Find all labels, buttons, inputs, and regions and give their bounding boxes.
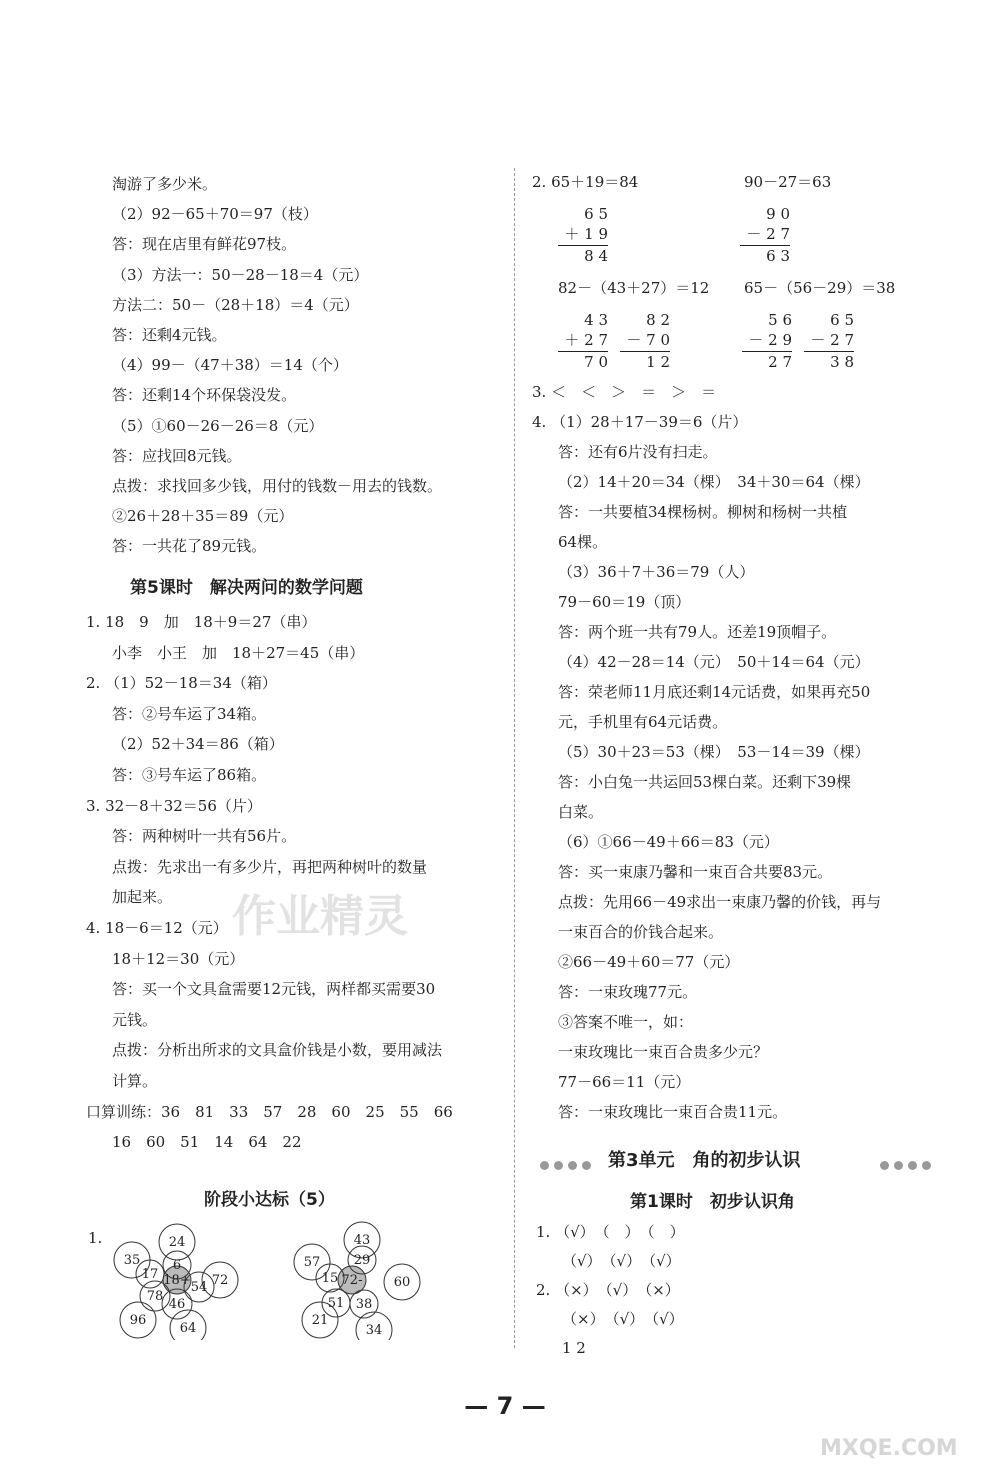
text-line: （6）①66－49＋66＝83（元）: [558, 833, 779, 851]
text-line: 77－66＝11（元）: [558, 1073, 691, 1091]
flower2-petal: 15: [321, 1271, 339, 1286]
text-line: （5）①60－26－26＝8（元）: [112, 416, 324, 435]
text-line: 方法二：50－（28＋18）＝4（元）: [112, 295, 359, 314]
text-line: 答：两种树叶一共有56片。: [112, 827, 297, 846]
text-line: 2. （×） （√） （×）: [536, 1281, 680, 1299]
text-line: （×） （√） （√）: [562, 1310, 684, 1328]
stage-title: 阶段小达标（5）: [204, 1190, 335, 1210]
watermark: 作业精灵: [232, 891, 408, 942]
corner-logo: MXQE.COM: [820, 1436, 958, 1461]
text-line: 3. ＜ ＜ ＞ ＝ ＞ ＝: [532, 383, 717, 401]
flower2-outer: 57: [303, 1255, 321, 1270]
q2-equation-a: 2. 65＋19＝84: [532, 173, 639, 191]
text-line: （4）99－（47＋38）＝14（个）: [112, 356, 348, 375]
text-line: 答：一共要植34棵杨树。柳树和杨树一共植: [558, 503, 848, 521]
text-line: 答：小白兔一共运回53棵白菜。还剩下39棵: [558, 773, 852, 791]
vertical-calc-4: 8 2 － 7 0 1 2: [620, 310, 670, 372]
flower1-petal: 54: [190, 1280, 208, 1295]
text-line: ②66－49＋60＝77（元）: [558, 953, 740, 971]
text-line: 口算训练：36 81 33 57 28 60 25 55 66: [86, 1102, 453, 1121]
flower1-petal: 46: [168, 1297, 186, 1312]
text-line: 答：荣老师11月底还剩14元话费，如果再充50: [558, 683, 871, 701]
text-line: 答：买一束康乃馨和一束百合共要83元。: [558, 863, 833, 881]
text-line: ②26＋28＋35＝89（元）: [112, 507, 294, 526]
text-line: （2）14＋20＝34（棵） 34＋30＝64（棵）: [558, 473, 870, 491]
flower1-petal: 17: [141, 1267, 159, 1282]
text-line: （√） （√） （√）: [562, 1252, 681, 1270]
decorative-dots-icon: [880, 1154, 950, 1164]
flower2-outer: 34: [365, 1323, 383, 1338]
text-line: 元，手机里有64元话费。: [558, 713, 728, 731]
text-line: 18＋12＝30（元）: [112, 949, 245, 968]
vertical-calc-3: 4 3 ＋ 2 7 7 0: [558, 310, 608, 372]
text-line: 一束玫瑰比一束百合贵多少元？: [558, 1043, 769, 1061]
text-line: 答：一共花了89元钱。: [112, 537, 267, 556]
flower2-petal: 29: [353, 1253, 371, 1268]
section-title: 第5课时 解决两问的数学问题: [130, 578, 363, 598]
unit-title: 第3单元 角的初步认识: [608, 1150, 801, 1171]
text-line: ③答案不唯一，如：: [558, 1013, 694, 1031]
text-line: （2）92－65＋70＝97（枝）: [112, 205, 318, 224]
decorative-dots-icon: [540, 1154, 610, 1164]
lesson-title: 第1课时 初步认识角: [630, 1192, 795, 1212]
text-line: 答：还有6片没有扫走。: [558, 443, 718, 461]
text-line: 答：还剩4元钱。: [112, 326, 227, 344]
flower1-center: 18+: [163, 1273, 191, 1288]
text-line: 答：还剩14个环保袋没发。: [112, 386, 297, 405]
flower-diagram-1: [110, 1220, 250, 1340]
text-line: 16 60 51 14 64 22: [112, 1133, 302, 1152]
text-line: 白菜。: [558, 803, 604, 821]
text-line: 点拨：先求出一有多少片，再把两种树叶的数量: [112, 857, 428, 876]
flower2-center: 72-: [341, 1273, 363, 1288]
text-line: 答：③号车运了86箱。: [112, 766, 267, 784]
text-line: 答：一束玫瑰比一束百合贵11元。: [558, 1103, 788, 1121]
text-line: 答：两个班一共有79人。还差19顶帽子。: [558, 623, 837, 641]
text-line: 4. （1）28＋17－39＝6（片）: [532, 413, 748, 431]
page-number: — 7 —: [464, 1392, 546, 1420]
text-line: 一束百合的价钱合起来。: [558, 923, 724, 941]
flower1-outer: 35: [123, 1253, 141, 1268]
vertical-calc-6: 6 5 － 2 7 3 8: [804, 310, 854, 372]
flower1-outer: 96: [129, 1313, 147, 1328]
flower1-petal: 24: [168, 1235, 186, 1250]
text-line: 点拨：求找回多少钱，用付的钱数－用去的钱数。: [112, 477, 443, 495]
flower2-outer: 21: [311, 1313, 329, 1328]
flower1-outer: 64: [179, 1321, 197, 1336]
q2-equation-b: 90－27＝63: [744, 173, 832, 191]
text-line: 答：②号车运了34箱。: [112, 704, 267, 723]
text-line: 2. （1）52－18＝34（箱）: [86, 674, 277, 693]
text-line: （3）36＋7＋36＝79（人）: [558, 563, 755, 581]
flower2-petal: 43: [353, 1233, 371, 1248]
text-line: 计算。: [112, 1072, 158, 1090]
flower-diagram-2: [290, 1220, 430, 1340]
text-line: （5）30＋23＝53（棵） 53－14＝39（棵）: [558, 743, 870, 761]
text-line: （3）方法一：50－28－18＝4（元）: [112, 265, 369, 284]
q2-equation-c: 82－（43＋27）＝12: [558, 279, 710, 297]
text-line: 淘游了多少米。: [112, 175, 218, 193]
text-line: 元钱。: [112, 1010, 158, 1029]
vertical-calc-1: 6 5 ＋ 1 9 8 4: [558, 204, 608, 266]
flower2-outer: 60: [393, 1275, 411, 1290]
flower1-petal: 6: [172, 1258, 182, 1273]
text-line: 答：一束玫瑰77元。: [558, 983, 698, 1001]
text-line: （2）52＋34＝86（箱）: [112, 735, 284, 754]
text-line: 1. （√） （ ） （ ）: [536, 1223, 685, 1241]
q2-equation-d: 65－（56－29）＝38: [744, 279, 896, 297]
column-divider: [514, 168, 515, 1348]
flower1-outer: 72: [211, 1273, 229, 1288]
flower1-petal: 78: [146, 1289, 164, 1304]
text-line: 答：买一个文具盒需要12元钱，两样都买需要30: [112, 980, 436, 999]
text-line: 1 2: [562, 1339, 586, 1357]
text-line: 加起来。: [112, 888, 173, 907]
text-line: 答：现在店里有鲜花97枝。: [112, 235, 297, 254]
text-line: （4）42－28＝14（元） 50＋14＝64（元）: [558, 653, 870, 671]
stage-q1-label: 1.: [88, 1229, 103, 1247]
text-line: 答：应找回8元钱。: [112, 446, 242, 465]
flower2-petal: 51: [327, 1296, 345, 1311]
text-line: 小李 小王 加 18＋27＝45（串）: [112, 643, 365, 662]
text-line: 4. 18－6＝12（元）: [86, 919, 228, 937]
text-line: 3. 32－8＋32＝56（片）: [86, 796, 262, 815]
vertical-calc-2: 9 0 － 2 7 6 3: [740, 204, 790, 266]
vertical-calc-5: 5 6 － 2 9 2 7: [742, 310, 792, 372]
text-line: 64棵。: [558, 533, 608, 551]
unit-header: [540, 1144, 930, 1174]
text-line: 点拨：先用66－49求出一束康乃馨的价钱，再与: [558, 893, 882, 911]
text-line: 79－60＝19（顶）: [558, 593, 691, 611]
text-line: 1. 18 9 加 18＋9＝27（串）: [86, 613, 317, 631]
flower2-petal: 38: [355, 1297, 373, 1312]
text-line: 点拨：分析出所求的文具盒价钱是小数，要用减法: [112, 1041, 443, 1060]
